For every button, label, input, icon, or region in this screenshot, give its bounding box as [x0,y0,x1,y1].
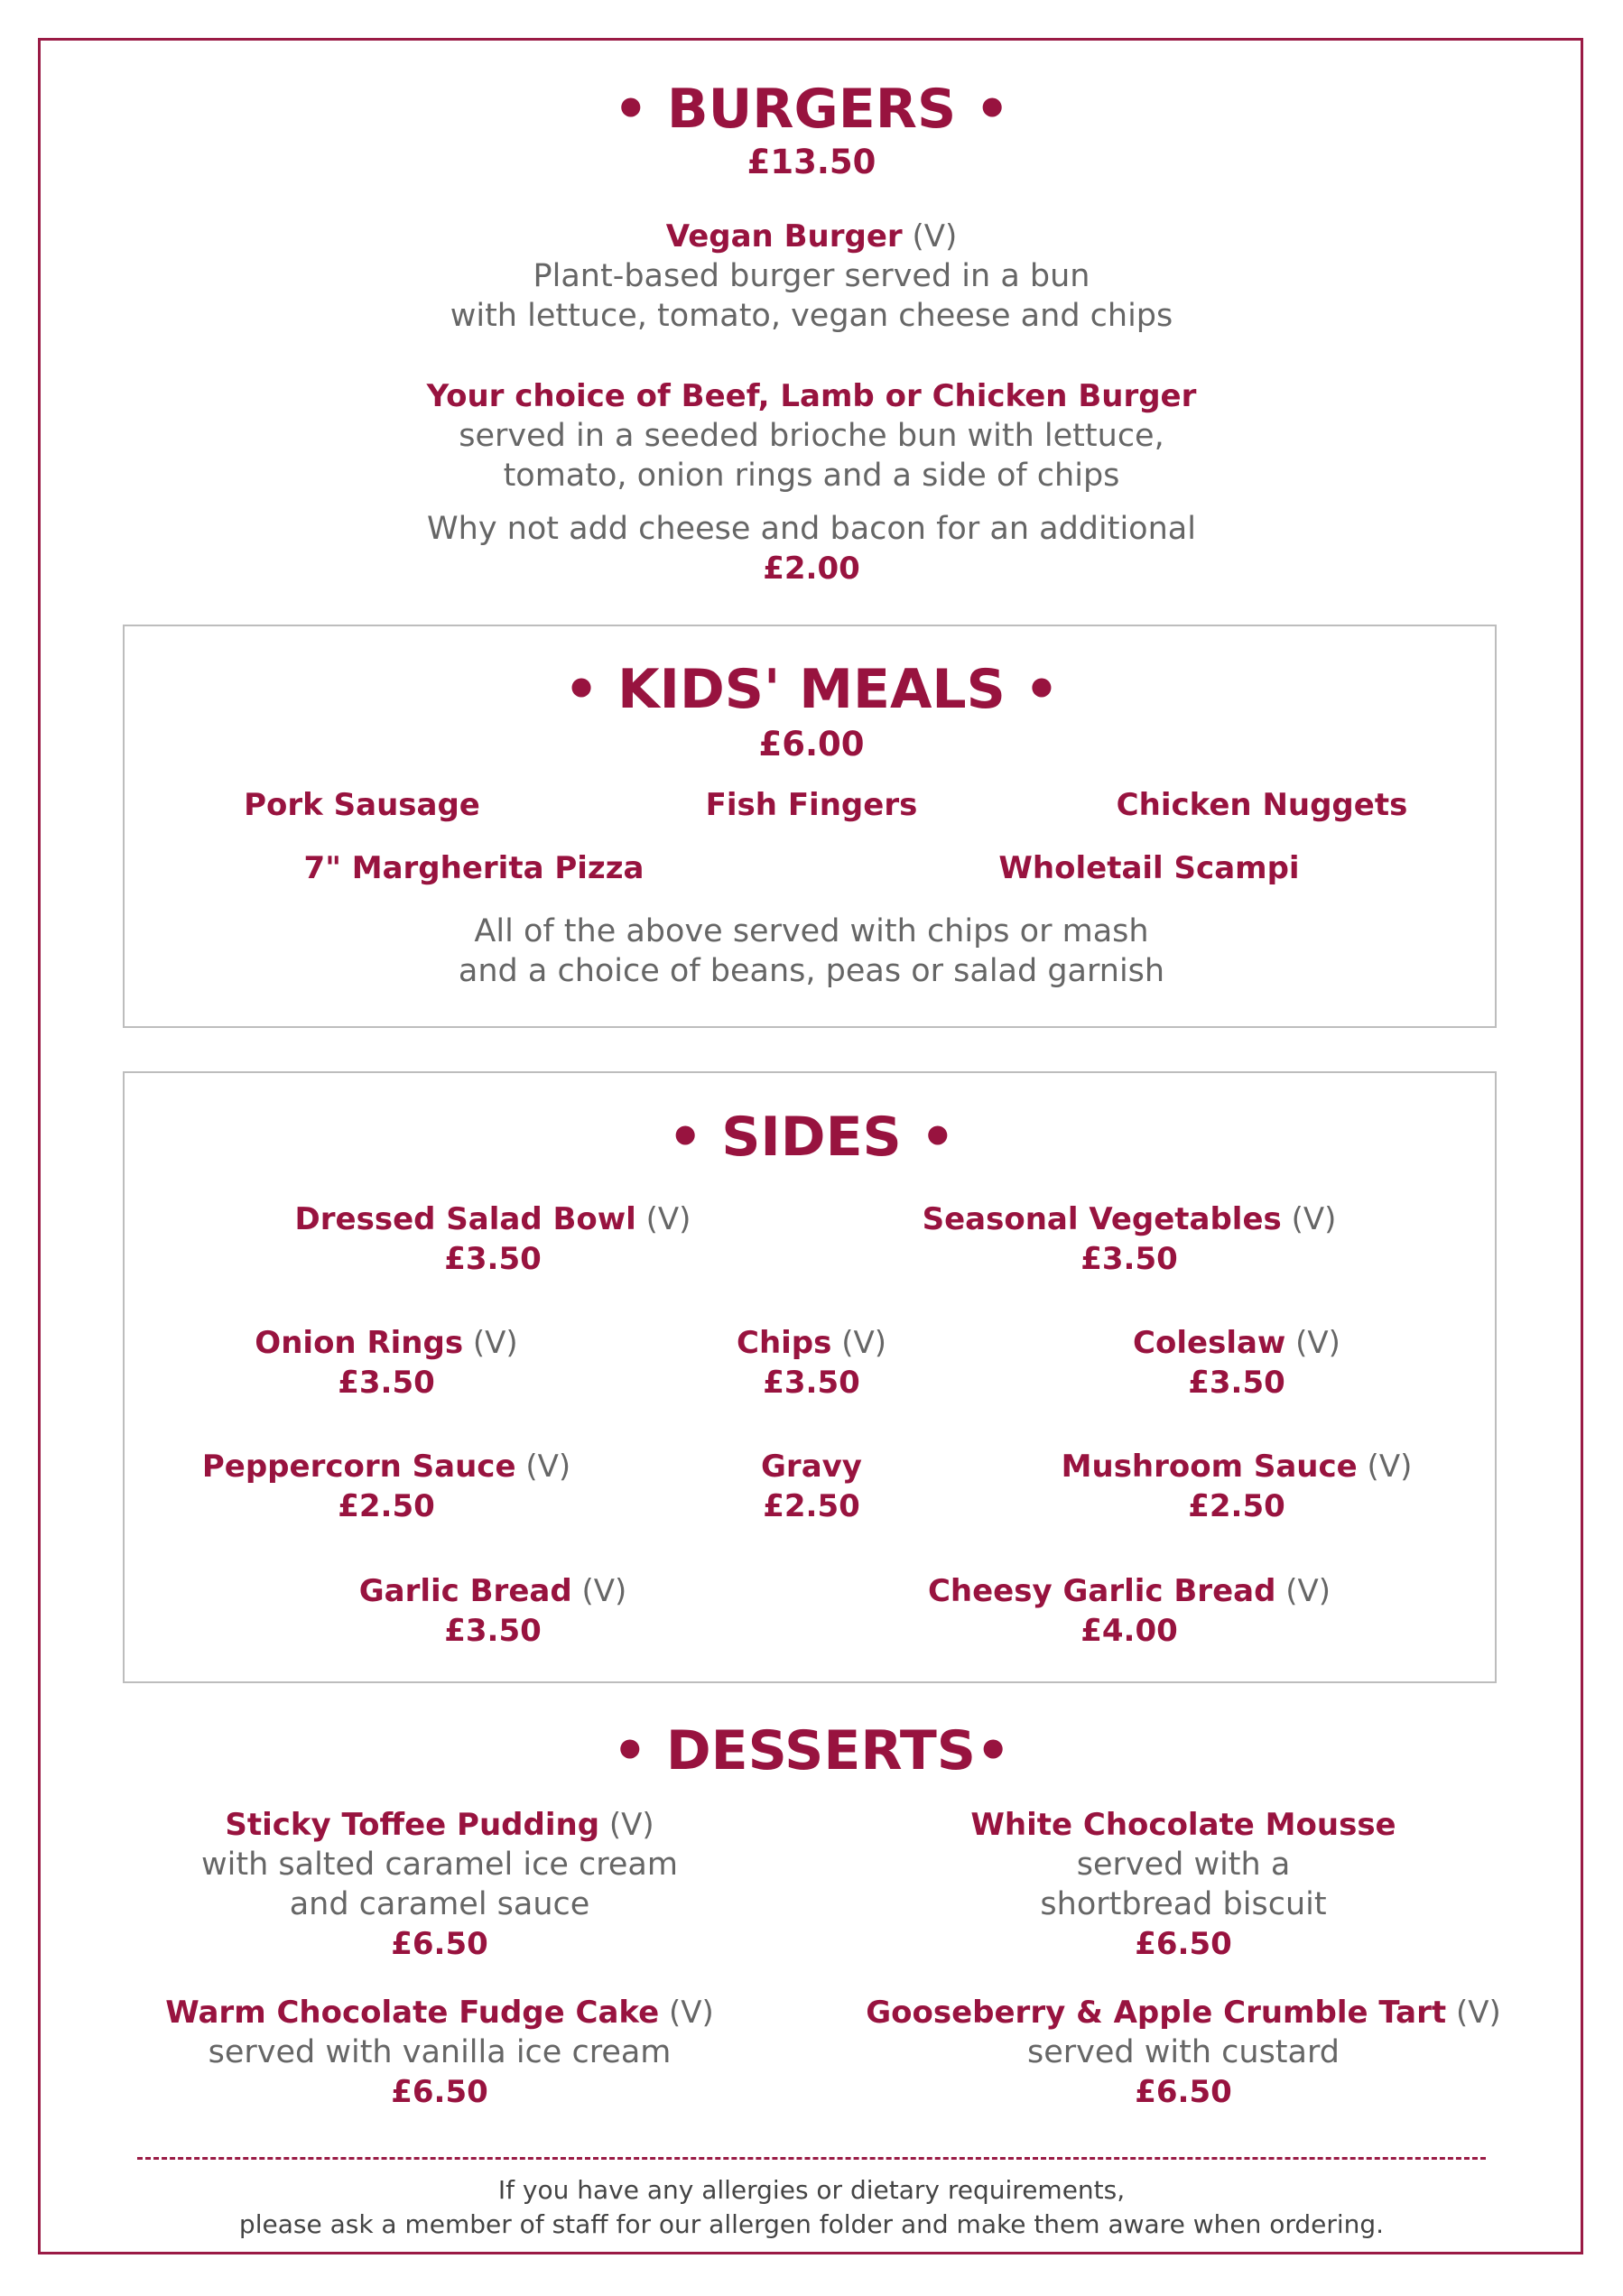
side-price: £3.50 [1080,1241,1178,1277]
side-price: £2.50 [1188,1488,1285,1524]
side-price: £4.00 [1080,1613,1178,1649]
side-item [295,1199,691,1279]
vegetarian-tag: (V) [1285,1325,1340,1361]
burgers-price: £13.50 [747,143,876,181]
vegetarian-tag: (V) [659,1995,714,2031]
side-item [737,1323,886,1403]
dessert-desc: and caramel sauce [289,1886,590,1922]
dessert-name: Warm Chocolate Fudge Cake [165,1995,660,2031]
vegetarian-tag: (V) [1281,1201,1337,1237]
side-item [255,1323,517,1403]
vegan-burger-label: Vegan Burger [665,218,903,255]
side-price: £3.50 [444,1241,542,1277]
vegetarian-tag: (V) [831,1325,886,1361]
kids-meals-heading: • KIDS' MEALS • [563,658,1060,721]
kids-desc-1: All of the above served with chips or mash [474,913,1149,949]
dessert-name: White Chocolate Mousse [970,1807,1396,1843]
side-item [1133,1323,1340,1403]
dessert-item [201,1805,678,1964]
choice-burger-desc-1: served in a seeded brioche bun with lettuce, [459,418,1164,454]
dessert-desc: shortbread biscuit [1040,1886,1327,1922]
side-item [1062,1447,1413,1526]
allergy-notice-line-1: If you have any allergies or dietary requirements, [497,2175,1126,2205]
kids-item: Chicken Nuggets [1116,787,1408,823]
vegetarian-tag: (V) [1446,1995,1501,2031]
side-name: Onion Rings [255,1325,464,1361]
vegetarian-tag: (V) [515,1449,571,1485]
side-price: £3.50 [444,1613,542,1649]
kids-item: Wholetail Scampi [998,850,1300,886]
side-name: Dressed Salad Bowl [294,1201,636,1237]
dessert-price: £6.50 [1135,2074,1232,2110]
dessert-desc: served with a [1076,1847,1291,1883]
dessert-item [165,1993,714,2112]
side-name: Cheesy Garlic Bread [927,1573,1276,1609]
dashed-divider [137,2157,1486,2160]
vegetarian-tag: (V) [635,1201,691,1237]
side-price: £2.50 [338,1488,435,1524]
choice-burger-name: Your choice of Beef, Lamb or Chicken Burger [426,378,1197,414]
dessert-desc: with salted caramel ice cream [201,1847,678,1883]
side-name: Coleslaw [1133,1325,1286,1361]
dessert-price: £6.50 [391,1926,488,1962]
side-item [359,1571,627,1651]
burgers-heading: • BURGERS • [613,78,1010,141]
allergy-notice-line-2: please ask a member of staff for our allergen folder and make them aware when ordering. [238,2209,1385,2239]
side-name: Peppercorn Sauce [201,1449,516,1485]
kids-meals-price: £6.00 [758,725,865,764]
vegetarian-tag: (V) [1275,1573,1331,1609]
addon-text: Why not add cheese and bacon for an additional [427,511,1196,547]
side-name: Chips [737,1325,832,1361]
dessert-name: Sticky Toffee Pudding [225,1807,600,1843]
side-item [761,1447,862,1526]
side-price: £2.50 [763,1488,860,1524]
side-item [928,1571,1331,1651]
dessert-item [970,1805,1396,1964]
side-price: £3.50 [763,1365,860,1401]
dessert-desc: served with custard [1027,2034,1340,2070]
kids-item: 7" Margherita Pizza [303,850,645,886]
addon-price: £2.00 [763,551,860,587]
side-name: Seasonal Vegetables [922,1201,1282,1237]
kids-item: Fish Fingers [705,787,918,823]
vegetarian-tag: (V) [571,1573,627,1609]
kids-desc-2: and a choice of beans, peas or salad garnish [458,953,1165,989]
side-item [923,1199,1337,1279]
dessert-desc: served with vanilla ice cream [208,2034,672,2070]
side-item [202,1447,570,1526]
choice-burger-desc-2: tomato, onion rings and a side of chips [503,458,1120,494]
dessert-price: £6.50 [391,2074,488,2110]
vegetarian-tag: (V) [902,218,958,255]
sides-heading: • SIDES • [667,1106,956,1169]
vegan-burger-desc-1: Plant-based burger served in a bun [533,258,1090,294]
dessert-price: £6.50 [1135,1926,1232,1962]
vegetarian-tag: (V) [1357,1449,1413,1485]
side-name: Gravy [761,1449,862,1485]
vegan-burger-desc-2: with lettuce, tomato, vegan cheese and chips [450,298,1173,334]
side-name: Mushroom Sauce [1061,1449,1358,1485]
desserts-heading: • DESSERTS• [612,1719,1011,1782]
dessert-item [866,1993,1501,2112]
side-name: Garlic Bread [358,1573,572,1609]
side-price: £3.50 [1188,1365,1285,1401]
dessert-name: Gooseberry & Apple Crumble Tart [866,1995,1447,2031]
kids-item: Pork Sausage [244,787,480,823]
vegan-burger-name [0,217,1623,256]
vegetarian-tag: (V) [599,1807,654,1843]
vegetarian-tag: (V) [463,1325,518,1361]
side-price: £3.50 [338,1365,435,1401]
